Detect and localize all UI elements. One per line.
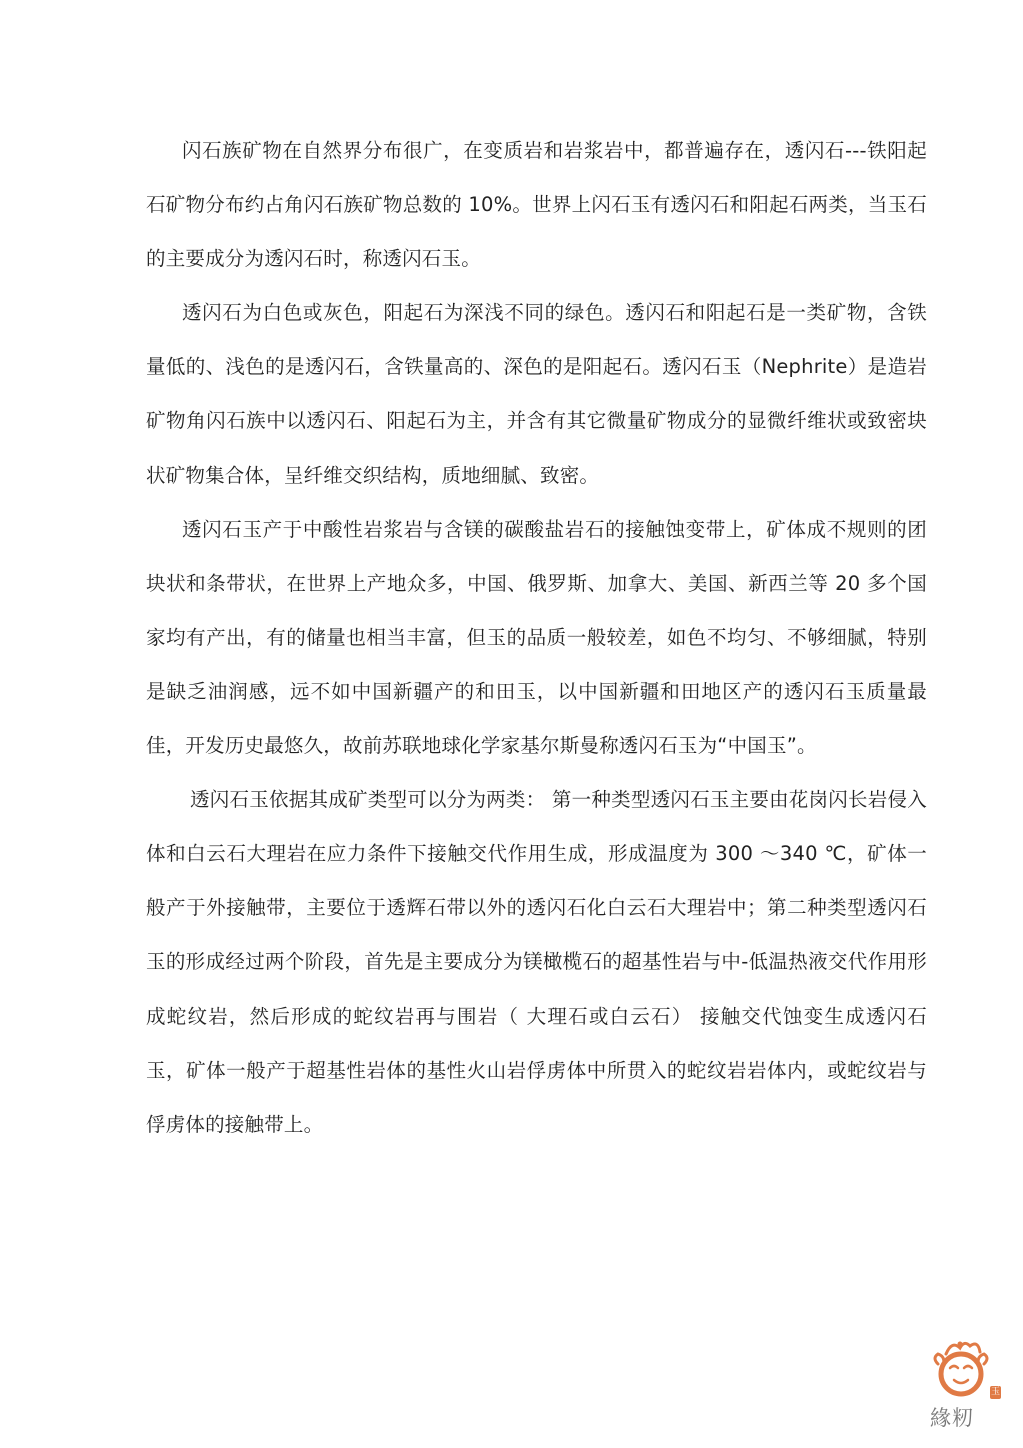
paragraph-2: 透闪石为白色或灰色，阳起石为深浅不同的绿色。透闪石和阳起石是一类矿物，含铁量低的、浅色的是透闪石，含铁量高的、深色的是阳起石。透闪石玉（Nephrite）是造岩矿物角闪石族中以透闪石、阳起石为主，并含有其它微量矿物成分的显微纤维状或致密块状矿物集合体，呈纤维交织结构，质地细腻、致密。	[146, 301, 927, 487]
seal-char: 玉	[991, 1387, 1001, 1397]
document-body	[146, 124, 927, 1152]
paragraph-1: 闪石族矿物在自然界分布很广，在变质岩和岩浆岩中，都普遍存在，透闪石---铁阳起石矿物分布约占角闪石族矿物总数的 10%。世界上闪石玉有透闪石和阳起石两类，当玉石的主要成分为透闪石时，称透闪石玉。	[146, 139, 927, 271]
logo-text: 緣籾	[930, 1406, 974, 1430]
paragraph-3: 透闪石玉产于中酸性岩浆岩与含镁的碳酸盐岩石的接触蚀变带上，矿体成不规则的团块状和条带状，在世界上产地众多，中国、俄罗斯、加拿大、美国、新西兰等 20 多个国家均有产出，有的储量也相当丰富，但玉的品质一般较差，如色不均匀、不够细腻，特别是缺乏油润感，远不如中国新疆产的和田玉，以中国新疆和田地区产的透闪石玉质量最佳，开发历史最悠久，故前苏联地球化学家基尔斯曼称透闪石玉为“中国玉”。	[146, 517, 927, 758]
watermark-logo	[924, 1336, 1002, 1436]
paragraph-4: 透闪石玉依据其成矿类型可以分为两类： 第一种类型透闪石玉主要由花岗闪长岩侵入体和白云石大理岩在应力条件下接触交代作用生成，形成温度为 300 ～340 ℃，矿体一般产于外接触带，主要位于透辉石带以外的透闪石化白云石大理岩中；第二种类型透闪石玉的形成经过两个阶段，首先是主要成分为镁橄榄石的超基性岩与中-低温热液交代作用形成蛇纹岩，然后形成的蛇纹岩再与围岩（ 大理石或白云石） 接触交代蚀变生成透闪石玉，矿体一般产于超基性岩体的基性火山岩俘虏体中所贯入的蛇纹岩岩体内，或蛇纹岩与俘虏体的接触带上。	[146, 788, 927, 1136]
